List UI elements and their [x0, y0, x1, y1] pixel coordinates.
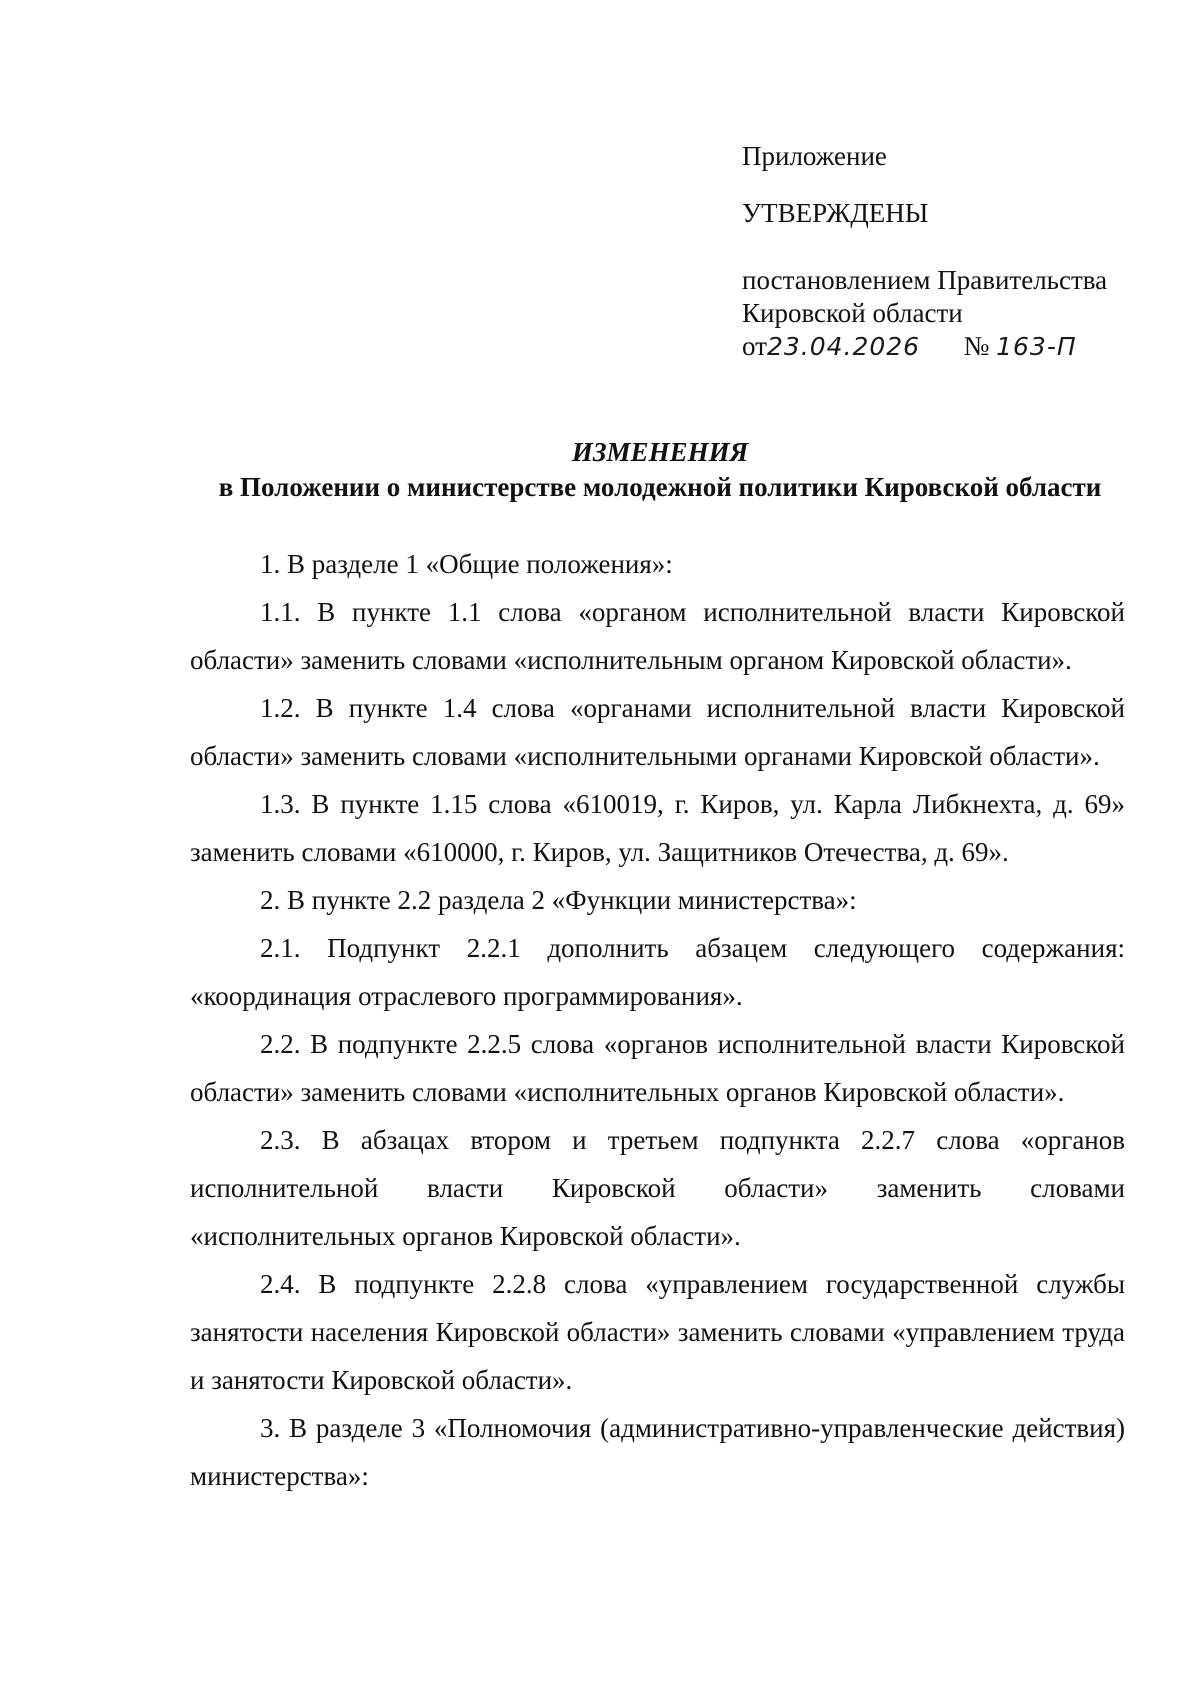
approval-block: [742, 140, 1162, 363]
paragraph: 2.2. В подпункте 2.2.5 слова «органов исполнительной власти Кировской области» заменить словами «исполнительных органов Кировской области».: [190, 1029, 1125, 1107]
handwritten-date: 23.04.2026: [766, 332, 921, 361]
paragraph: 2.1. Подпункт 2.2.1 дополнить абзацем следующего содержания: «координация отраслевого программирования».: [190, 933, 1125, 1011]
appendix-label: Приложение: [742, 141, 887, 171]
paragraph: 2.4. В подпункте 2.2.8 слова «управлением государственной службы занятости населения Кировской области» заменить словами «управлением труда и занятости Кировской области».: [190, 1269, 1125, 1395]
paragraph: 3. В разделе 3 «Полномочия (административно-управленческие действия) министерства»:: [190, 1413, 1125, 1491]
title-subtitle: в Положении о министерстве молодежной политики Кировской области: [218, 472, 1102, 502]
approved-by-line1: постановлением Правительства: [742, 265, 1108, 295]
paragraph: 1. В разделе 1 «Общие положения»:: [260, 549, 673, 579]
paragraph: 2.3. В абзацах втором и третьем подпункта 2.2.7 слова «органов исполнительной власти Кировской области» заменить словами «исполнительных органов Кировской области».: [190, 1125, 1125, 1251]
document-title: [190, 435, 1130, 505]
date-number-line: [742, 330, 1162, 363]
approved-by-line2: Кировской области: [742, 298, 963, 328]
number-prefix: №: [963, 331, 990, 361]
document-body: [190, 540, 1125, 1500]
handwritten-number: 163-П: [996, 332, 1077, 361]
paragraph: 1.1. В пункте 1.1 слова «органом исполнительной власти Кировской области» заменить словами «исполнительным органом Кировской области».: [190, 597, 1125, 675]
paragraph: 1.3. В пункте 1.15 слова «610019, г. Киров, ул. Карла Либкнехта, д. 69» заменить словами «610000, г. Киров, ул. Защитников Отечества, д. 69».: [190, 789, 1125, 867]
date-prefix: от: [742, 331, 767, 361]
paragraph: 1.2. В пункте 1.4 слова «органами исполнительной власти Кировской области» заменить словами «исполнительными органами Кировской области».: [190, 693, 1125, 771]
approved-label: УТВЕРЖДЕНЫ: [742, 198, 929, 228]
title-main: ИЗМЕНЕНИЯ: [571, 437, 749, 467]
paragraph: 2. В пункте 2.2 раздела 2 «Функции министерства»:: [260, 885, 857, 915]
